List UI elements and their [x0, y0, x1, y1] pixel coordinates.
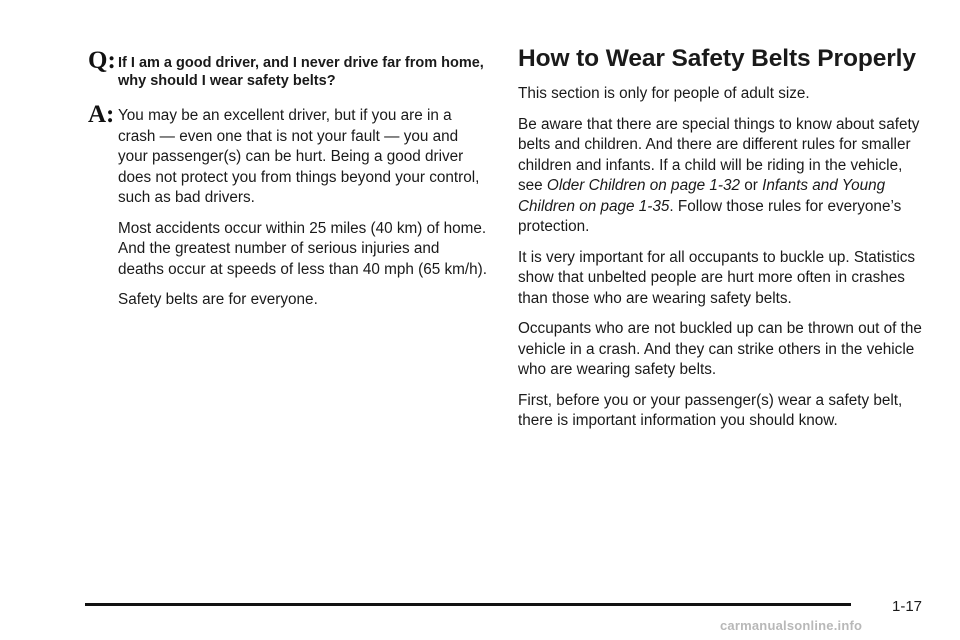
footer-rule	[85, 603, 851, 606]
safety-belt-section	[518, 44, 928, 442]
infants-young-children-link[interactable]: Infants and Young Children on page 1-35	[518, 177, 886, 215]
section-paragraph-5: First, before you or your passenger(s) wear a safety belt, there is important information you should know.	[518, 391, 903, 429]
section-paragraph-2	[518, 115, 928, 238]
question-block	[88, 47, 488, 90]
section-paragraph-3: It is very important for all occupants to buckle up. Statistics show that unbelted people are hurt more often in crashes than those who are wearing safety belts.	[518, 248, 916, 307]
answer-paragraph-2: Most accidents occur within 25 miles (40 km) of home. And the greatest number of serious injuries and deaths occur at speeds of less than 40 mph (65 km/h).	[118, 219, 488, 278]
paragraph-2-intro: Be aware that there are special things to know about safety belts and children. And there are different rules for smaller children and infants. If a child will be riding in the vehicle, see	[518, 115, 920, 194]
section-paragraph-4: Occupants who are not buckled up can be thrown out of the vehicle in a crash. And they can strike others in the vehicle who are wearing safety belts.	[518, 320, 922, 378]
watermark: carmanualsonline.info	[720, 618, 863, 633]
paragraph-2-closing: . Follow those rules for everyone’s protection.	[518, 197, 902, 235]
older-children-link[interactable]: Older Children on page 1-32	[546, 177, 740, 194]
answer-marker: A:	[88, 101, 115, 128]
answer-paragraph-1: You may be an excellent driver, but if you are in a crash — even one that is not your fault — you and your passenger(s) can be hurt. Being a good driver does not protect you from things beyond your control, such as bad drivers.	[118, 107, 480, 206]
section-paragraph-1: This section is only for people of adult size.	[518, 85, 810, 102]
page-number: 1-17	[892, 598, 923, 615]
answer-block	[88, 101, 488, 311]
section-heading: How to Wear Safety Belts Properly	[518, 45, 916, 72]
paragraph-2-connector: or	[739, 177, 763, 194]
answer-paragraph-3: Safety belts are for everyone.	[118, 291, 318, 308]
question-marker: Q:	[88, 47, 116, 74]
qa-column	[88, 47, 488, 321]
question-text: If I am a good driver, and I never drive far from home, why should I wear safety belts?	[118, 55, 484, 89]
